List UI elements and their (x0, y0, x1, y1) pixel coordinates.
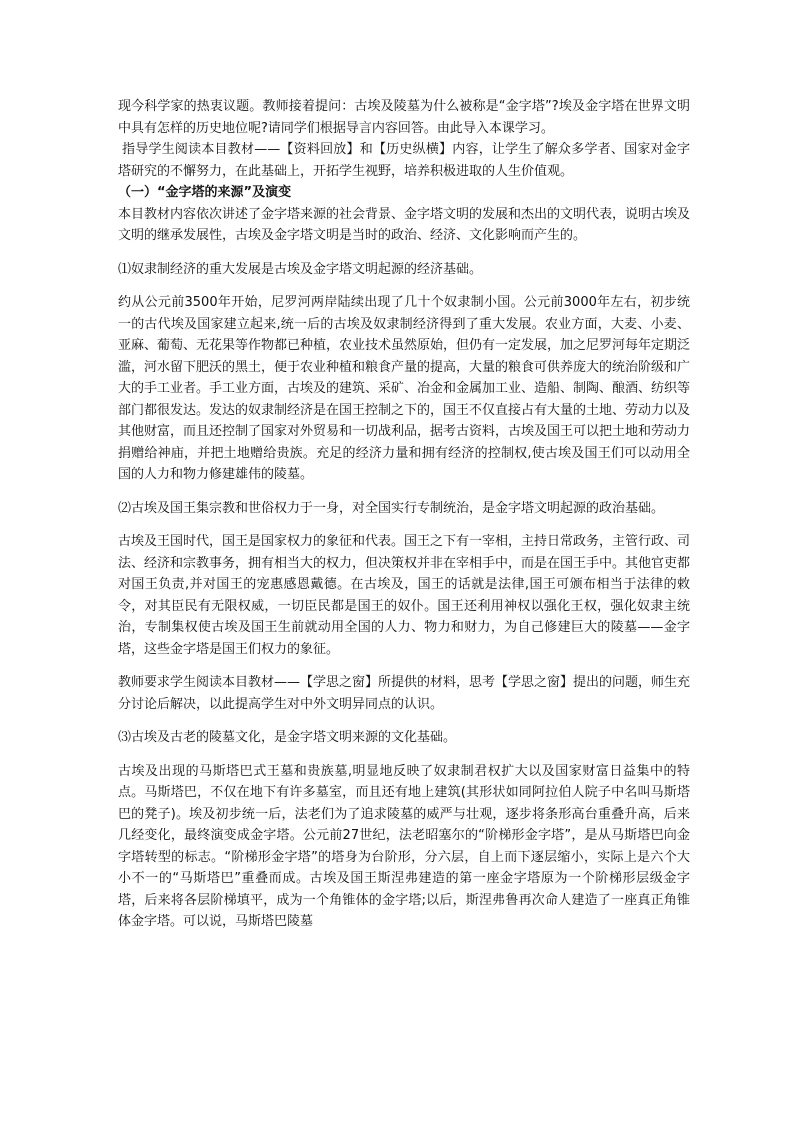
subheading-cultural-basis: ⑶古埃及古老的陵墓文化，是金字塔文明来源的文化基础。 (118, 730, 457, 745)
paragraph-section-summary: 本目教材内容依次讲述了金字塔来源的社会背景、金字塔文明的发展和杰出的文明代表，说明古埃及文明的继承发展性，古埃及金字塔文明是当时的政治、经济、文化影响而产生的。 (118, 206, 691, 243)
section-heading-origin: （一）“金字塔的来源”及演变 (118, 185, 292, 200)
paragraph-economic-basis: 约从公元前3500年开始，尼罗河两岸陆续出现了几十个奴隶制小国。公元前3000年左右，初步统一的古代埃及国家建立起来,统一后的古埃及奴隶制经济得到了重大发展。农业方面，大麦、小麦、亚麻、葡萄、无花果等作物都已种植，农业技术虽然原始，但仍有一定发展，加之尼罗河每年定期泛滥，河水留下肥沃的黑土，便于农业种植和粮食产量的提高，大量的粮食可供养庞大的统治阶级和广大的手工业者。手工业方面，古埃及的建筑、采矿、冶金和金属加工业、造船、制陶、酿酒、纺织等部门都很发达。发达的奴隶制经济是在国王控制之下的，国王不仅直接占有大量的土地、劳动力以及其他财富，而且还控制了国家对外贸易和一切战利品，据考古资料，古埃及国王可以把土地和劳动力捐赠给神庙，并把土地赠给贵族。充足的经济力量和拥有经济的控制权,使古埃及国王们可以动用全国的人力和物力修建雄伟的陵墓。 (118, 295, 691, 482)
paragraph-teacher-discussion: 教师要求学生阅读本目教材——【学思之窗】所提供的材料，思考【学思之窗】提出的问题，师生充分讨论后解决，以此提高学生对中外文明异同点的认识。 (118, 675, 691, 712)
paragraph-political-basis: 古埃及王国时代，国王是国家权力的象征和代表。国王之下有一宰相，主持日常政务，主管行政、司法、经济和宗教事务，拥有相当大的权力，但决策权并非在宰相手中，而是在国王手中。其他官吏都对国王负责,并对国王的宠惠感恩戴德。在古埃及，国王的话就是法律,国王可颁布相当于法律的敕令，对其臣民有无限权威，一切臣民都是国王的奴仆。国王还利用神权以强化王权，强化奴隶主统治，专制集权使古埃及国王生前就动用全国的人力、物力和财力，为自己修建巨大的陵墓——金字塔，这些金字塔是国王们权力的象征。 (118, 534, 691, 657)
paragraph-intro-question: 现今科学家的热衷议题。教师接着提问：古埃及陵墓为什么被称是“金字塔”?埃及金字塔在世界文明中具有怎样的历史地位呢?请同学们根据导言内容回答。由此导入本课学习。 (118, 99, 690, 136)
paragraph-reading-guide: 指导学生阅读本目教材——【资料回放】和【历史纵横】内容，让学生了解众多学者、国家对金字塔研究的不懈努力，在此基础上，开拓学生视野，培养积极进取的人生价值观。 (118, 142, 690, 179)
paragraph-cultural-basis: 古埃及出现的马斯塔巴式王墓和贵族墓,明显地反映了奴隶制君权扩大以及国家财富日益集中的特点。马斯塔巴，不仅在地下有许多墓室，而且还有地上建筑(其形状如同阿拉伯人院子中名叫马斯塔巴的凳子)。埃及初步统一后，法老们为了追求陵墓的威严与壮观，逐步将条形高台重叠升高，后来几经变化，最终演变成金字塔。公元前27世纪，法老昭塞尔的“阶梯形金字塔”，是从马斯塔巴向金字塔转型的标志。“阶梯形金字塔”的塔身为台阶形，分六层，自上而下逐层缩小，实际上是六个大小不一的“马斯塔巴”重叠而成。古埃及国王斯涅弗建造的第一座金字塔原为一个阶梯形层级金字塔，后来将各层阶梯填平，成为一个角锥体的金字塔;以后，斯涅弗鲁再次命人建造了一座真正角锥体金字塔。可以说，马斯塔巴陵墓 (118, 763, 690, 929)
subheading-economic-basis: ⑴奴隶制经济的重大发展是古埃及金字塔文明起源的经济基础。 (118, 261, 483, 277)
document-body (118, 96, 690, 933)
subheading-political-basis: ⑵古埃及国王集宗教和世俗权力于一身，对全国实行专制统治，是金字塔文明起源的政治基础。 (118, 500, 665, 516)
